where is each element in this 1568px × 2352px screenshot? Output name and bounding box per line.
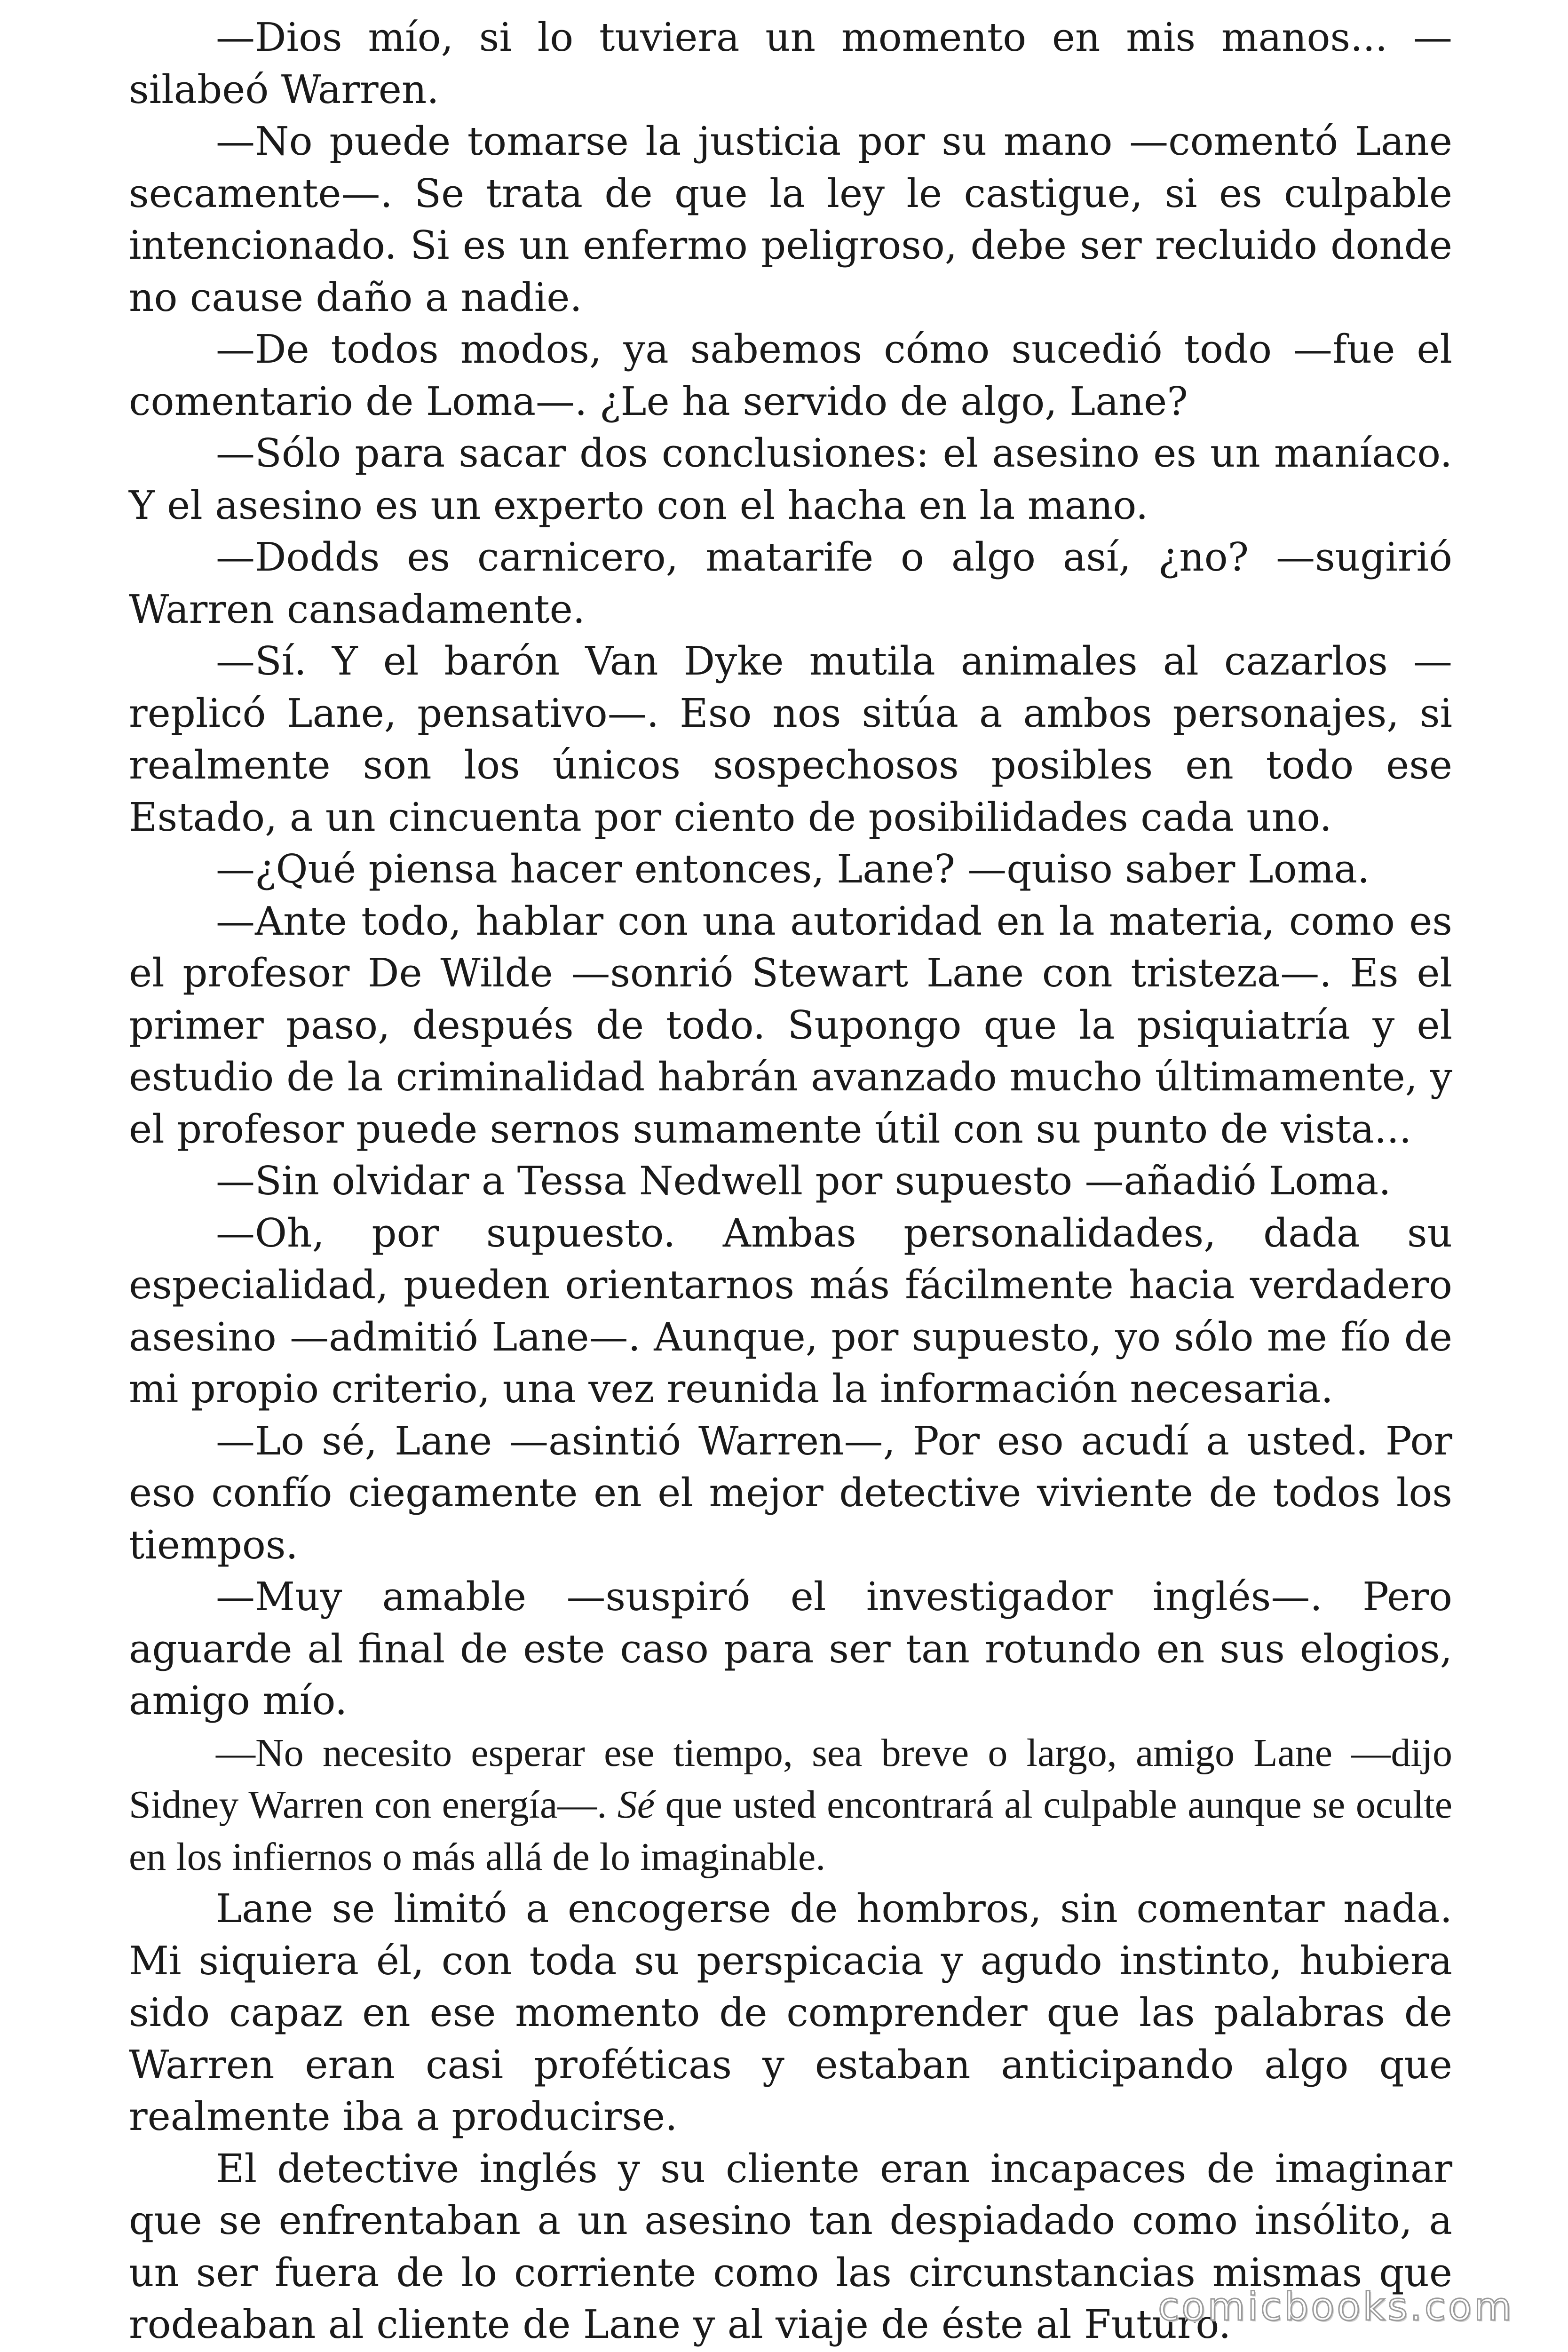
watermark-logo: comicbooks.com [1158, 2285, 1514, 2329]
paragraph-8: —Ante todo, hablar con una autoridad en la materia, como es el profesor De Wilde —sonrió Stewart Lane con tristeza—. Es el primer paso, después de todo. Supongo que la psiquiatría y el estudio de la criminalidad habrán avanzado mucho últimamente, y el profesor puede sernos sumamente útil con su punto de vista... [129, 898, 1452, 1152]
paragraph-13 [129, 1727, 1452, 1883]
paragraph-12: —Muy amable —suspiró el investigador inglés—. Pero aguarde al final de este caso para ser tan rotundo en sus elogios, amigo mío. [129, 1574, 1452, 1724]
paragraph-5: —Dodds es carnicero, matarife o algo así, ¿no? —sugirió Warren cansadamente. [129, 534, 1452, 632]
paragraph-9: —Sin olvidar a Tessa Nedwell por supuesto —añadió Loma. [216, 1158, 1391, 1204]
paragraph-13-after: que usted encontrará al culpable aunque se oculte en los infiernos o más allá de lo imaginable. [129, 1783, 1452, 1879]
paragraph-13-italic: Sé [617, 1783, 655, 1827]
paragraph-11: —Lo sé, Lane —asintió Warren—, Por eso acudí a usted. Por eso confío ciegamente en el mejor detective viviente de todos los tiempos. [129, 1418, 1452, 1568]
paragraph-13-before: —No necesito esperar ese tiempo, sea breve o largo, amigo Lane —dijo Sidney Warren con energía—. [129, 1731, 1452, 1827]
paragraph-3: —De todos modos, ya sabemos cómo sucedió todo —fue el comentario de Loma—. ¿Le ha servido de algo, Lane? [129, 326, 1452, 424]
text-block [129, 12, 1452, 2351]
paragraph-2: —No puede tomarse la justicia por su mano —comentó Lane secamente—. Se trata de que la ley le castigue, si es culpable intencionado. Si es un enfermo peligroso, debe ser recluido donde no cause daño a nadie. [129, 119, 1452, 320]
paragraph-7: —¿Qué piensa hacer entonces, Lane? —quiso saber Loma. [216, 846, 1370, 892]
paragraph-10: —Oh, por supuesto. Ambas personalidades, dada su especialidad, pueden orientarnos más fácilmente hacia verdadero asesino —admitió Lane—. Aunque, por supuesto, yo sólo me fío de mi propio criterio, una vez reunida la información necesaria. [129, 1210, 1452, 1412]
paragraph-4: —Sólo para sacar dos conclusiones: el asesino es un maníaco. Y el asesino es un experto con el hacha en la mano. [129, 430, 1452, 528]
paragraph-1: —Dios mío, si lo tuviera un momento en mis manos... —silabeó Warren. [129, 15, 1452, 112]
paragraph-15: El detective inglés y su cliente eran incapaces de imaginar que se enfrentaban a un asesino tan despiadado como insólito, a un ser fuera de lo corriente como las circunstancias mismas que rodeaban al cliente de Lane y al viaje de éste al Futuro. [129, 2145, 1452, 2347]
paragraph-6: —Sí. Y el barón Van Dyke mutila animales al cazarlos —replicó Lane, pensativo—. Eso nos sitúa a ambos personajes, si realmente son los únicos sospechosos posibles en todo ese Estado, a un cincuenta por ciento de posibilidades cada uno. [129, 638, 1452, 840]
paragraph-14: Lane se limitó a encogerse de hombros, sin comentar nada. Mi siquiera él, con toda su perspicacia y agudo instinto, hubiera sido capaz en ese momento de comprender que las palabras de Warren eran casi proféticas y estaban anticipando algo que realmente iba a producirse. [129, 1886, 1452, 2139]
